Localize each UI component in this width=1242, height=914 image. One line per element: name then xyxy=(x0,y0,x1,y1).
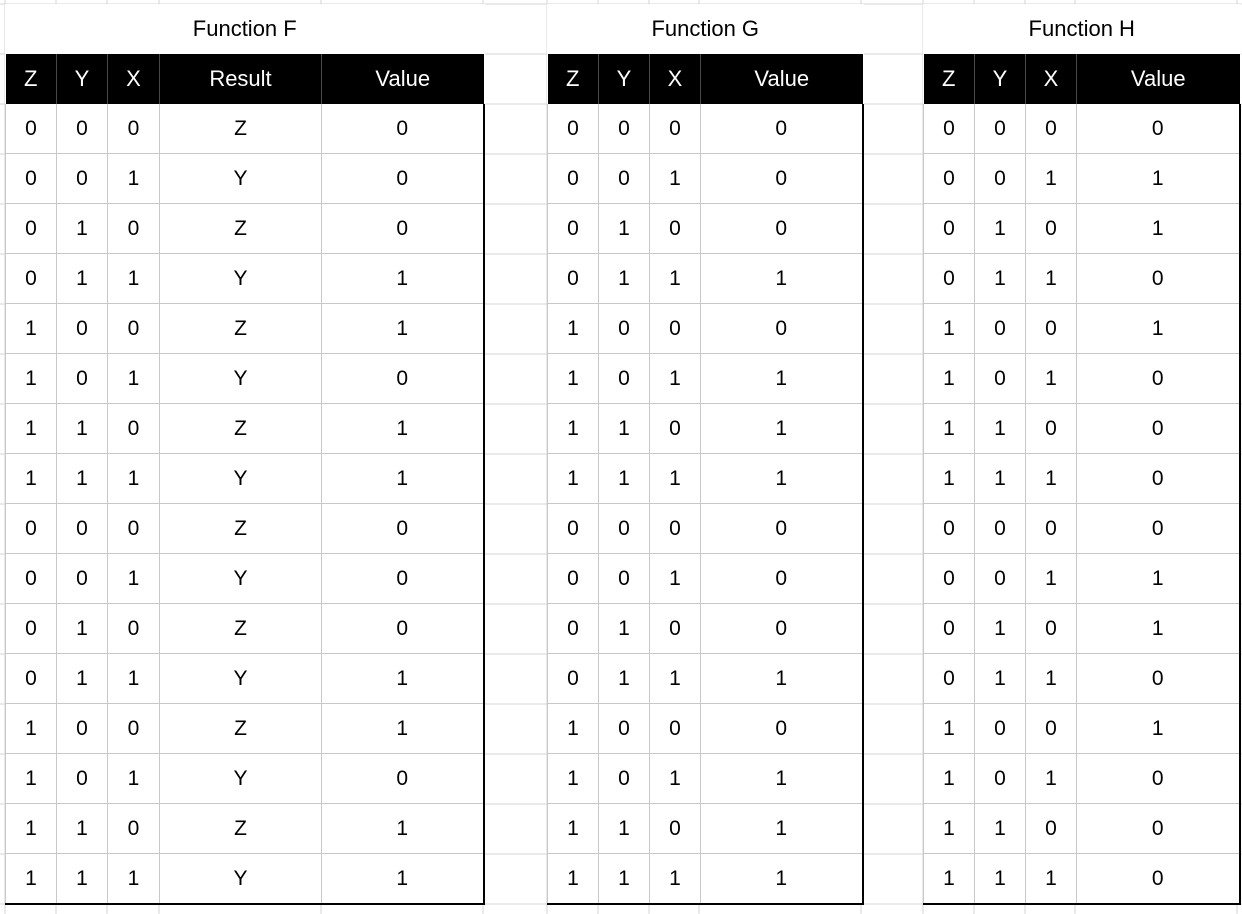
table-row xyxy=(924,204,1240,254)
table-cell-value[interactable]: 0 xyxy=(322,754,484,804)
table-row xyxy=(548,254,863,304)
table-cell-y[interactable]: 1 xyxy=(599,404,650,454)
table-cell-value[interactable]: 1 xyxy=(322,804,484,854)
column-header-y: Y xyxy=(599,54,650,104)
function-h-table xyxy=(923,54,1241,905)
table-row xyxy=(6,754,484,804)
table-row xyxy=(924,804,1240,854)
table-cell-value[interactable]: 1 xyxy=(701,754,863,804)
column-header-y: Y xyxy=(57,54,108,104)
table-cell-x[interactable]: 1 xyxy=(650,654,701,704)
column-header-value: Value xyxy=(1077,54,1240,104)
table-cell-y[interactable]: 0 xyxy=(57,104,108,154)
table-cell-y[interactable]: 1 xyxy=(975,454,1026,504)
table-row xyxy=(6,254,484,304)
table-cell-y[interactable]: 1 xyxy=(975,404,1026,454)
table-cell-z[interactable]: 0 xyxy=(548,554,599,604)
table-cell-value[interactable]: 0 xyxy=(1077,504,1240,554)
table-cell-y[interactable]: 1 xyxy=(57,204,108,254)
table-row xyxy=(6,354,484,404)
function-f-table xyxy=(5,54,485,905)
table-cell-y[interactable]: 0 xyxy=(599,104,650,154)
table-cell-value[interactable]: 0 xyxy=(701,704,863,754)
table-cell-x[interactable]: 0 xyxy=(650,504,701,554)
table-cell-result[interactable]: Y xyxy=(160,254,322,304)
table-row xyxy=(548,554,863,604)
table-cell-value[interactable]: 1 xyxy=(1077,604,1240,654)
column-header-z: Z xyxy=(924,54,975,104)
table-cell-x[interactable]: 0 xyxy=(108,504,160,554)
table-row xyxy=(6,104,484,154)
column-header-value: Value xyxy=(701,54,863,104)
column-header-z: Z xyxy=(6,54,57,104)
table-cell-value[interactable]: 1 xyxy=(701,254,863,304)
table-cell-z[interactable]: 0 xyxy=(548,204,599,254)
table-cell-y[interactable]: 1 xyxy=(57,854,108,905)
table-row xyxy=(548,154,863,204)
table-cell-y[interactable]: 1 xyxy=(57,654,108,704)
table-row xyxy=(924,254,1240,304)
table-cell-y[interactable]: 0 xyxy=(975,304,1026,354)
table-cell-value[interactable]: 0 xyxy=(701,604,863,654)
table-cell-y[interactable]: 0 xyxy=(975,704,1026,754)
table-cell-x[interactable]: 1 xyxy=(650,554,701,604)
table-cell-z[interactable]: 1 xyxy=(548,804,599,854)
table-cell-z[interactable]: 0 xyxy=(924,204,975,254)
table-cell-x[interactable]: 0 xyxy=(1026,704,1077,754)
table-cell-y[interactable]: 0 xyxy=(975,154,1026,204)
table-cell-value[interactable]: 0 xyxy=(701,554,863,604)
table-cell-z[interactable]: 0 xyxy=(6,254,57,304)
function-f-title: Function F xyxy=(5,4,485,54)
table-cell-z[interactable]: 0 xyxy=(6,154,57,204)
table-row xyxy=(6,804,484,854)
table-cell-y[interactable]: 0 xyxy=(975,504,1026,554)
table-cell-value[interactable]: 1 xyxy=(701,454,863,504)
table-row xyxy=(548,204,863,254)
table-cell-x[interactable]: 1 xyxy=(1026,554,1077,604)
table-cell-x[interactable]: 1 xyxy=(650,854,701,905)
table-cell-value[interactable]: 0 xyxy=(1077,404,1240,454)
table-cell-x[interactable]: 1 xyxy=(650,254,701,304)
table-cell-x[interactable]: 1 xyxy=(108,754,160,804)
table-cell-x[interactable]: 0 xyxy=(108,604,160,654)
table-cell-z[interactable]: 0 xyxy=(924,154,975,204)
table-cell-result[interactable]: Y xyxy=(160,654,322,704)
table-cell-value[interactable]: 1 xyxy=(701,804,863,854)
table-cell-z[interactable]: 1 xyxy=(924,754,975,804)
table-cell-y[interactable]: 1 xyxy=(599,454,650,504)
table-cell-y[interactable]: 1 xyxy=(975,854,1026,905)
table-cell-z[interactable]: 1 xyxy=(548,754,599,804)
table-cell-z[interactable]: 1 xyxy=(924,804,975,854)
table-cell-x[interactable]: 1 xyxy=(1026,854,1077,905)
column-header-x: X xyxy=(650,54,701,104)
table-cell-y[interactable]: 0 xyxy=(57,504,108,554)
table-cell-x[interactable]: 1 xyxy=(1026,254,1077,304)
table-cell-x[interactable]: 1 xyxy=(108,654,160,704)
table-row xyxy=(6,454,484,504)
table-cell-z[interactable]: 0 xyxy=(548,254,599,304)
column-header-z: Z xyxy=(548,54,599,104)
function-f-panel xyxy=(5,4,485,905)
table-cell-y[interactable]: 1 xyxy=(599,854,650,905)
table-cell-y[interactable]: 1 xyxy=(975,654,1026,704)
table-row xyxy=(6,554,484,604)
table-row xyxy=(548,604,863,654)
table-cell-z[interactable]: 1 xyxy=(924,454,975,504)
table-row xyxy=(548,104,863,154)
function-h-panel xyxy=(923,4,1241,905)
table-row xyxy=(924,404,1240,454)
table-cell-x[interactable]: 0 xyxy=(650,104,701,154)
function-g-table xyxy=(547,54,864,905)
table-cell-value[interactable]: 0 xyxy=(322,204,484,254)
table-cell-y[interactable]: 1 xyxy=(57,804,108,854)
table-cell-value[interactable]: 1 xyxy=(1077,554,1240,604)
table-cell-value[interactable]: 1 xyxy=(1077,204,1240,254)
table-cell-x[interactable]: 1 xyxy=(108,254,160,304)
table-cell-result[interactable]: Z xyxy=(160,504,322,554)
table-cell-x[interactable]: 1 xyxy=(108,854,160,905)
table-row xyxy=(6,704,484,754)
table-cell-z[interactable]: 0 xyxy=(924,104,975,154)
table-cell-result[interactable]: Y xyxy=(160,354,322,404)
table-row xyxy=(6,204,484,254)
table-cell-x[interactable]: 1 xyxy=(1026,154,1077,204)
table-cell-x[interactable]: 0 xyxy=(1026,504,1077,554)
table-cell-z[interactable]: 1 xyxy=(548,704,599,754)
table-cell-z[interactable]: 1 xyxy=(924,854,975,905)
table-cell-y[interactable]: 1 xyxy=(975,804,1026,854)
table-row xyxy=(548,304,863,354)
table-cell-z[interactable]: 0 xyxy=(6,504,57,554)
table-row xyxy=(548,704,863,754)
table-cell-value[interactable]: 1 xyxy=(701,654,863,704)
table-cell-y[interactable]: 0 xyxy=(975,354,1026,404)
table-cell-z[interactable]: 1 xyxy=(6,404,57,454)
table-cell-z[interactable]: 1 xyxy=(6,804,57,854)
table-cell-y[interactable]: 1 xyxy=(599,254,650,304)
table-cell-value[interactable]: 0 xyxy=(701,104,863,154)
table-row xyxy=(548,404,863,454)
table-cell-y[interactable]: 0 xyxy=(57,154,108,204)
table-cell-y[interactable]: 1 xyxy=(599,604,650,654)
table-cell-result[interactable]: Y xyxy=(160,754,322,804)
table-cell-x[interactable]: 1 xyxy=(650,154,701,204)
table-cell-z[interactable]: 1 xyxy=(548,454,599,504)
table-row xyxy=(924,504,1240,554)
table-cell-value[interactable]: 0 xyxy=(1077,254,1240,304)
table-cell-z[interactable]: 1 xyxy=(924,354,975,404)
table-cell-x[interactable]: 1 xyxy=(650,454,701,504)
table-cell-y[interactable]: 1 xyxy=(599,654,650,704)
table-cell-y[interactable]: 1 xyxy=(57,454,108,504)
table-cell-y[interactable]: 1 xyxy=(57,404,108,454)
table-cell-value[interactable]: 1 xyxy=(322,704,484,754)
table-cell-z[interactable]: 1 xyxy=(924,304,975,354)
table-row xyxy=(548,654,863,704)
table-cell-z[interactable]: 1 xyxy=(6,454,57,504)
table-cell-value[interactable]: 0 xyxy=(1077,804,1240,854)
table-cell-z[interactable]: 1 xyxy=(548,354,599,404)
column-header-y: Y xyxy=(975,54,1026,104)
table-cell-z[interactable]: 1 xyxy=(548,854,599,905)
function-g-title: Function G xyxy=(547,4,864,54)
table-cell-y[interactable]: 0 xyxy=(57,704,108,754)
table-cell-y[interactable]: 0 xyxy=(599,704,650,754)
table-cell-value[interactable]: 1 xyxy=(1077,304,1240,354)
table-row xyxy=(6,854,484,905)
table-cell-x[interactable]: 0 xyxy=(108,204,160,254)
table-cell-result[interactable]: Y xyxy=(160,854,322,905)
table-cell-value[interactable]: 1 xyxy=(322,404,484,454)
table-cell-x[interactable]: 0 xyxy=(650,404,701,454)
table-cell-value[interactable]: 0 xyxy=(1077,454,1240,504)
table-cell-value[interactable]: 0 xyxy=(1077,754,1240,804)
table-cell-result[interactable]: Y xyxy=(160,554,322,604)
table-cell-z[interactable]: 1 xyxy=(548,304,599,354)
table-cell-z[interactable]: 0 xyxy=(6,604,57,654)
table-cell-result[interactable]: Z xyxy=(160,804,322,854)
table-cell-x[interactable]: 0 xyxy=(650,204,701,254)
table-cell-value[interactable]: 0 xyxy=(322,604,484,654)
table-cell-z[interactable]: 1 xyxy=(6,354,57,404)
table-cell-value[interactable]: 0 xyxy=(322,154,484,204)
table-cell-x[interactable]: 1 xyxy=(650,354,701,404)
table-cell-z[interactable]: 0 xyxy=(6,654,57,704)
table-cell-z[interactable]: 0 xyxy=(548,604,599,654)
table-cell-y[interactable]: 0 xyxy=(599,154,650,204)
table-cell-value[interactable]: 0 xyxy=(1077,354,1240,404)
table-row xyxy=(924,704,1240,754)
table-row xyxy=(548,354,863,404)
table-cell-z[interactable]: 0 xyxy=(548,504,599,554)
table-cell-y[interactable]: 0 xyxy=(599,304,650,354)
table-cell-value[interactable]: 0 xyxy=(701,304,863,354)
table-cell-result[interactable]: Z xyxy=(160,104,322,154)
table-cell-y[interactable]: 1 xyxy=(599,804,650,854)
column-header-value: Value xyxy=(322,54,484,104)
table-cell-x[interactable]: 1 xyxy=(108,354,160,404)
table-cell-x[interactable]: 0 xyxy=(108,104,160,154)
table-cell-z[interactable]: 0 xyxy=(548,104,599,154)
table-row xyxy=(6,604,484,654)
table-cell-x[interactable]: 1 xyxy=(1026,354,1077,404)
table-cell-x[interactable]: 0 xyxy=(1026,804,1077,854)
table-cell-value[interactable]: 1 xyxy=(322,254,484,304)
table-cell-z[interactable]: 0 xyxy=(924,254,975,304)
table-row xyxy=(548,504,863,554)
table-row xyxy=(548,804,863,854)
table-row xyxy=(6,654,484,704)
table-cell-z[interactable]: 1 xyxy=(924,704,975,754)
table-row xyxy=(548,454,863,504)
table-cell-x[interactable]: 1 xyxy=(1026,654,1077,704)
table-row xyxy=(6,504,484,554)
table-cell-y[interactable]: 0 xyxy=(57,304,108,354)
column-header-x: X xyxy=(1026,54,1077,104)
table-cell-y[interactable]: 0 xyxy=(975,754,1026,804)
table-cell-x[interactable]: 1 xyxy=(108,554,160,604)
table-cell-y[interactable]: 1 xyxy=(975,204,1026,254)
table-cell-y[interactable]: 0 xyxy=(599,504,650,554)
table-cell-z[interactable]: 0 xyxy=(6,104,57,154)
table-cell-value[interactable]: 0 xyxy=(322,104,484,154)
table-cell-y[interactable]: 0 xyxy=(599,354,650,404)
table-cell-z[interactable]: 0 xyxy=(6,554,57,604)
table-cell-x[interactable]: 1 xyxy=(1026,454,1077,504)
header-row xyxy=(6,54,484,104)
table-cell-y[interactable]: 0 xyxy=(57,354,108,404)
table-row xyxy=(924,154,1240,204)
table-cell-y[interactable]: 0 xyxy=(599,554,650,604)
table-row xyxy=(924,454,1240,504)
table-cell-y[interactable]: 0 xyxy=(599,754,650,804)
table-cell-value[interactable]: 1 xyxy=(322,654,484,704)
table-row xyxy=(924,604,1240,654)
table-cell-result[interactable]: Y xyxy=(160,154,322,204)
table-row xyxy=(924,104,1240,154)
table-cell-value[interactable]: 0 xyxy=(1077,854,1240,905)
table-cell-z[interactable]: 1 xyxy=(6,704,57,754)
table-row xyxy=(924,354,1240,404)
table-cell-x[interactable]: 0 xyxy=(108,304,160,354)
table-row xyxy=(548,754,863,804)
header-row xyxy=(924,54,1240,104)
table-cell-x[interactable]: 0 xyxy=(650,604,701,654)
table-cell-x[interactable]: 1 xyxy=(650,754,701,804)
function-g-panel xyxy=(547,4,864,905)
table-cell-x[interactable]: 0 xyxy=(108,404,160,454)
table-cell-value[interactable]: 0 xyxy=(322,504,484,554)
table-row xyxy=(924,554,1240,604)
table-row xyxy=(6,304,484,354)
table-cell-x[interactable]: 1 xyxy=(108,154,160,204)
table-cell-z[interactable]: 0 xyxy=(924,554,975,604)
table-row xyxy=(924,854,1240,905)
table-row xyxy=(6,404,484,454)
table-cell-result[interactable]: Z xyxy=(160,204,322,254)
table-cell-result[interactable]: Z xyxy=(160,404,322,454)
table-cell-y[interactable]: 0 xyxy=(57,554,108,604)
table-cell-value[interactable]: 1 xyxy=(322,454,484,504)
table-cell-value[interactable]: 0 xyxy=(701,154,863,204)
table-cell-y[interactable]: 0 xyxy=(975,554,1026,604)
function-h-title: Function H xyxy=(923,4,1241,54)
table-cell-result[interactable]: Z xyxy=(160,704,322,754)
table-cell-x[interactable]: 0 xyxy=(1026,104,1077,154)
table-cell-z[interactable]: 0 xyxy=(6,204,57,254)
table-cell-z[interactable]: 0 xyxy=(548,154,599,204)
table-cell-value[interactable]: 1 xyxy=(701,854,863,905)
table-cell-z[interactable]: 0 xyxy=(924,504,975,554)
table-cell-z[interactable]: 0 xyxy=(924,654,975,704)
table-row xyxy=(924,654,1240,704)
table-cell-z[interactable]: 1 xyxy=(6,854,57,905)
table-cell-x[interactable]: 1 xyxy=(108,454,160,504)
table-cell-y[interactable]: 1 xyxy=(599,204,650,254)
table-cell-z[interactable]: 1 xyxy=(924,404,975,454)
column-header-x: X xyxy=(108,54,160,104)
column-header-result: Result xyxy=(160,54,322,104)
table-cell-value[interactable]: 1 xyxy=(701,404,863,454)
table-cell-value[interactable]: 1 xyxy=(1077,704,1240,754)
table-cell-value[interactable]: 1 xyxy=(1077,154,1240,204)
table-row xyxy=(548,854,863,905)
table-cell-z[interactable]: 1 xyxy=(6,304,57,354)
table-cell-y[interactable]: 0 xyxy=(57,754,108,804)
table-cell-value[interactable]: 0 xyxy=(701,504,863,554)
table-cell-value[interactable]: 0 xyxy=(1077,104,1240,154)
table-cell-y[interactable]: 1 xyxy=(975,604,1026,654)
table-cell-value[interactable]: 0 xyxy=(322,354,484,404)
table-cell-y[interactable]: 1 xyxy=(975,254,1026,304)
table-cell-value[interactable]: 1 xyxy=(701,354,863,404)
header-row xyxy=(548,54,863,104)
table-cell-y[interactable]: 1 xyxy=(57,604,108,654)
table-cell-z[interactable]: 0 xyxy=(548,654,599,704)
table-cell-value[interactable]: 1 xyxy=(322,304,484,354)
table-cell-x[interactable]: 0 xyxy=(108,804,160,854)
table-cell-x[interactable]: 0 xyxy=(1026,304,1077,354)
table-cell-x[interactable]: 0 xyxy=(1026,604,1077,654)
table-cell-value[interactable]: 0 xyxy=(1077,654,1240,704)
table-cell-x[interactable]: 0 xyxy=(1026,204,1077,254)
table-row xyxy=(924,304,1240,354)
table-cell-y[interactable]: 1 xyxy=(57,254,108,304)
table-cell-value[interactable]: 1 xyxy=(322,854,484,905)
table-cell-x[interactable]: 0 xyxy=(650,804,701,854)
table-cell-x[interactable]: 0 xyxy=(650,704,701,754)
table-cell-z[interactable]: 1 xyxy=(548,404,599,454)
table-cell-z[interactable]: 1 xyxy=(6,754,57,804)
table-row xyxy=(924,754,1240,804)
table-cell-value[interactable]: 0 xyxy=(322,554,484,604)
table-cell-z[interactable]: 0 xyxy=(924,604,975,654)
table-row xyxy=(6,154,484,204)
table-cell-result[interactable]: Y xyxy=(160,454,322,504)
table-cell-x[interactable]: 0 xyxy=(108,704,160,754)
table-cell-x[interactable]: 0 xyxy=(650,304,701,354)
table-cell-result[interactable]: Z xyxy=(160,604,322,654)
table-cell-result[interactable]: Z xyxy=(160,304,322,354)
table-cell-x[interactable]: 0 xyxy=(1026,404,1077,454)
table-cell-value[interactable]: 0 xyxy=(701,204,863,254)
table-cell-x[interactable]: 1 xyxy=(1026,754,1077,804)
table-cell-y[interactable]: 0 xyxy=(975,104,1026,154)
